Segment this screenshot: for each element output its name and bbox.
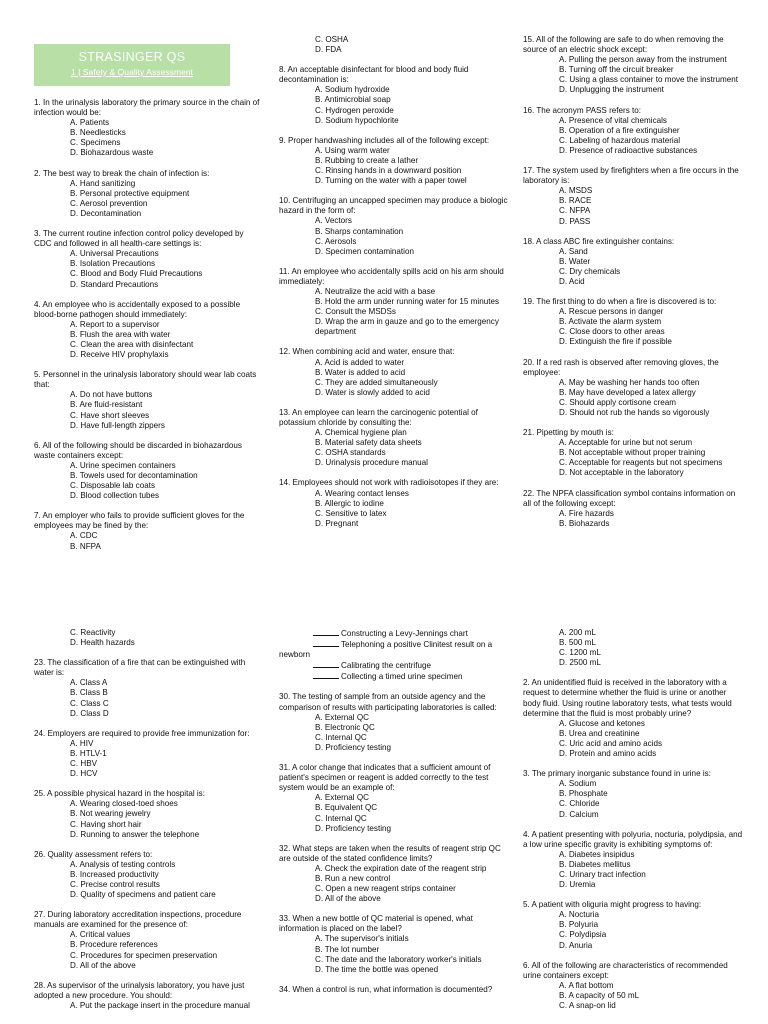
answer-option: C. Aerosols — [315, 236, 357, 246]
answer-option: C. Reactivity — [70, 628, 116, 637]
question-stem: 22. The NPFA classification symbol contains information on all of the following except: — [523, 488, 736, 508]
answer-option: B. Flush the area with water — [70, 329, 171, 339]
page1-column-3 — [523, 35, 745, 539]
question-block — [523, 166, 745, 227]
answer-option: B. May have developed a latex allergy — [559, 387, 696, 397]
question-block — [279, 65, 509, 126]
answer-option: B. Class B — [70, 688, 108, 698]
answer-option: A. Sodium — [559, 779, 597, 789]
answer-option: A. Pulling the person away from the instrument — [559, 55, 727, 65]
question-stem: 18. A class ABC fire extinguisher contains: — [523, 236, 675, 246]
question-stem: 3. The current routine infection control policy developed by CDC and followed in all health-care settings is: — [34, 229, 244, 249]
answer-option: A. Neutralize the acid with a base — [315, 286, 436, 296]
answer-option: A. Analysis of testing controls — [70, 859, 176, 869]
question-block — [34, 729, 262, 779]
answer-option: D. PASS — [559, 216, 591, 226]
question-block — [523, 237, 745, 287]
answer-option: A. Report to a supervisor — [70, 319, 160, 329]
question-block — [34, 789, 262, 839]
question-block — [34, 441, 262, 502]
answer-option: A. Do not have buttons — [70, 390, 153, 400]
answer-option: D. Extinguish the fire if possible — [559, 337, 672, 347]
answer-option: D. Proficiency testing — [315, 823, 392, 833]
answer-option: B. 500 mL — [559, 638, 596, 648]
question-block — [279, 844, 509, 905]
question-block — [279, 347, 509, 397]
answer-option: D. Presence of radioactive substances — [559, 145, 698, 155]
answer-option: C. Aerosol prevention — [70, 198, 148, 208]
answer-blank-line — [313, 671, 339, 679]
answer-option: C. OSHA standards — [315, 448, 386, 458]
answer-option: C. Internal QC — [315, 813, 367, 823]
answer-option: B. Material safety data sheets — [315, 438, 422, 448]
answer-option: C. A snap-on lid — [559, 1001, 616, 1010]
question-block — [523, 428, 745, 478]
question-block — [523, 297, 745, 347]
answer-option: A. Check the expiration date of the reagent strip — [315, 863, 487, 873]
answer-option: D. Proficiency testing — [315, 742, 392, 752]
question-block — [523, 628, 745, 668]
question-stem: 2. The best way to break the chain of infection is: — [34, 168, 210, 178]
blank-item-text: Telephoning a positive Clinitest result on a newborn — [279, 640, 493, 660]
answer-option: D. Water is slowly added to acid — [315, 387, 430, 397]
answer-blank-line — [313, 639, 339, 647]
answer-option: D. Wrap the arm in gauze and go to the emergency department — [315, 317, 499, 337]
question-stem: 31. A color change that indicates that a sufficient amount of patient's specimen or reagent is added correctly to the test system would be an example of: — [279, 763, 491, 793]
answer-option: C. Disposable lab coats — [70, 481, 156, 491]
question-stem: 19. The first thing to do when a fire is discovered is to: — [523, 297, 717, 307]
question-stem: 6. All of the following are characteristics of recommended urine containers except: — [523, 960, 728, 980]
answer-option: B. Equivalent QC — [315, 803, 378, 813]
answer-option: B. RACE — [559, 196, 592, 206]
answer-option: A. Sand — [559, 246, 588, 256]
answer-option: D. All of the above — [315, 894, 381, 904]
answer-option: C. HBV — [70, 759, 97, 769]
answer-option: A. MSDS — [559, 186, 593, 196]
question-stem: 23. The classification of a fire that can be extinguished with water is: — [34, 658, 246, 678]
answer-option: D. Decontamination — [70, 208, 142, 218]
answer-option: D. Specimen contamination — [315, 246, 414, 256]
question-stem: 3. The primary inorganic substance found in urine is: — [523, 769, 711, 779]
answer-option: D. Sodium hypochlorite — [315, 115, 399, 125]
answer-option: D. Quality of specimens and patient care — [70, 890, 216, 900]
answer-option: D. Protein and amino acids — [559, 749, 657, 759]
answer-option: D. Turning on the water with a paper towel — [315, 176, 467, 186]
answer-option: C. Blood and Body Fluid Precautions — [70, 269, 203, 279]
question-block — [34, 229, 262, 290]
answer-option: C. Sensitive to latex — [315, 508, 387, 518]
question-stem: 4. An employee who is accidentally exposed to a possible blood-borne pathogen should immediately: — [34, 299, 241, 319]
answer-option: B. Hold the arm under running water for 15 minutes — [315, 297, 500, 307]
question-block — [34, 300, 262, 361]
answer-option: D. Uremia — [559, 880, 596, 890]
question-stem: 6. All of the following should be discarded in biohazardous waste containers except: — [34, 440, 242, 460]
question-block — [523, 489, 745, 529]
question-stem: 5. Personnel in the urinalysis laboratory should wear lab coats that: — [34, 370, 257, 390]
answer-option: B. Run a new control — [315, 873, 391, 883]
answer-option: D. Not acceptable in the laboratory — [559, 468, 684, 478]
question-stem: 5. A patient with oliguria might progress to having: — [523, 900, 702, 910]
answer-option: C. Consult the MSDSs — [315, 307, 396, 317]
question-stem: 10. Centrifuging an uncapped specimen may produce a biologic hazard in the form of: — [279, 196, 508, 216]
answer-option: A. Put the package insert in the procedure manual — [70, 1000, 250, 1010]
question-stem: 24. Employers are required to provide free immunization for: — [34, 728, 250, 738]
answer-option: B. Water is added to acid — [315, 367, 406, 377]
answer-option: C. Having short hair — [70, 819, 142, 829]
answer-option: A. A flat bottom — [559, 980, 614, 990]
question-stem: 11. An employee who accidentally spills acid on his arm should immediately: — [279, 266, 504, 286]
answer-option: C. Chloride — [559, 799, 600, 809]
answer-option: C. Should apply cortisone cream — [559, 397, 676, 407]
answer-option: B. Antimicrobial soap — [315, 95, 391, 105]
question-stem: 20. If a red rash is observed after removing gloves, the employee: — [523, 357, 719, 377]
question-block — [34, 370, 262, 431]
answer-option: B. Urea and creatinine — [559, 728, 640, 738]
answer-option: B. Isolation Precautions — [70, 259, 156, 269]
answer-option: A. Acid is added to water — [315, 357, 405, 367]
answer-option: D. Urinalysis procedure manual — [315, 458, 428, 468]
answer-option: A. Vectors — [315, 216, 352, 226]
answer-option: A. Acceptable for urine but not serum — [559, 438, 693, 448]
answer-option: A. Patients — [70, 118, 110, 128]
answer-option: A. Presence of vital chemicals — [559, 115, 667, 125]
answer-option: B. NFPA — [70, 541, 101, 551]
question-stem: 30. The testing of sample from an outside agency and the comparison of results with participating laboratories is called: — [279, 692, 497, 712]
answer-option: B. Electronic QC — [315, 722, 375, 732]
answer-option: B. Activate the alarm system — [559, 317, 662, 327]
answer-option: D. Class D — [70, 708, 109, 718]
answer-option: D. The time the bottle was opened — [315, 964, 439, 974]
answer-option: B. Phosphate — [559, 789, 608, 799]
answer-option: A. Critical values — [70, 930, 131, 940]
answer-option: A. Using warm water — [315, 145, 390, 155]
question-block — [34, 98, 262, 159]
blank-item — [279, 660, 509, 671]
question-stem: 21. Pipetting by mouth is: — [523, 428, 614, 438]
answer-option: C. Class C — [70, 698, 109, 708]
question-stem: 7. An employer who fails to provide sufficient gloves for the employees may be fined by the: — [34, 511, 245, 531]
question-stem: 26. Quality assessment refers to: — [34, 849, 153, 859]
question-block — [34, 981, 262, 1011]
answer-option: C. Urinary tract infection — [559, 869, 646, 879]
answer-option: A. Universal Precautions — [70, 249, 159, 259]
question-block — [523, 961, 745, 1011]
answer-option: B. Rubbing to create a lather — [315, 155, 419, 165]
answer-option: D. Blood collection tubes — [70, 491, 160, 501]
question-block — [279, 136, 509, 186]
answer-option: A. May be washing her hands too often — [559, 377, 700, 387]
answer-option: C. NFPA — [559, 206, 591, 216]
question-stem: 1. In the urinalysis laboratory the primary source in the chain of infection would be: — [34, 98, 260, 118]
question-block — [279, 267, 509, 338]
blank-item-text: Calibrating the centrifuge — [341, 661, 431, 671]
answer-option: C. Uric acid and amino acids — [559, 738, 663, 748]
page1-column-1 — [34, 44, 262, 562]
answer-option: B. The lot number — [315, 944, 380, 954]
question-block — [34, 850, 262, 900]
answer-option: D. FDA — [315, 45, 342, 55]
answer-option: C. Have short sleeves — [70, 410, 150, 420]
fill-in-blank-list — [279, 628, 509, 682]
answer-option: C. Dry chemicals — [559, 266, 621, 276]
answer-option: B. Turning off the circuit breaker — [559, 65, 674, 75]
question-block — [34, 658, 262, 719]
answer-blank-line — [313, 660, 339, 668]
answer-option: D. Running to answer the telephone — [70, 829, 200, 839]
answer-option: A. Wearing closed-toed shoes — [70, 799, 178, 809]
question-stem: 4. A patient presenting with polyuria, nocturia, polydipsia, and a low urine specific gravity is exhibiting symptoms of: — [523, 829, 743, 849]
answer-option: B. Allergic to iodine — [315, 498, 384, 508]
page2-column-2 — [279, 628, 509, 1005]
answer-option: D. Standard Precautions — [70, 279, 159, 289]
question-block — [523, 35, 745, 96]
answer-option: D. Acid — [559, 276, 585, 286]
answer-option: C. Rinsing hands in a downward position — [315, 166, 462, 176]
question-block — [279, 478, 509, 528]
question-block — [279, 196, 509, 257]
question-block — [279, 985, 509, 995]
answer-option: D. Anuria — [559, 940, 593, 950]
question-block — [34, 910, 262, 971]
answer-option: D. Should not rub the hands so vigorously — [559, 408, 710, 417]
title-banner — [34, 44, 230, 86]
answer-option: D. All of the above — [70, 960, 136, 970]
question-stem: 17. The system used by firefighters when a fire occurs in the laboratory is: — [523, 166, 739, 186]
answer-option: B. Towels used for decontamination — [70, 471, 198, 480]
answer-option: B. Are fluid-resistant — [70, 400, 143, 410]
answer-option: D. HCV — [70, 769, 98, 779]
answer-option: A. CDC — [70, 531, 98, 541]
question-block — [34, 628, 262, 648]
answer-option: C. Labeling of hazardous material — [559, 135, 681, 145]
question-stem: 28. As supervisor of the urinalysis laboratory, you have just adopted a new procedure. You should: — [34, 980, 245, 1000]
answer-option: B. A capacity of 50 mL — [559, 990, 640, 1000]
question-block — [279, 763, 509, 834]
question-block — [523, 106, 745, 156]
question-block — [34, 169, 262, 219]
answer-option: A. Sodium hydroxide — [315, 85, 390, 95]
answer-option: B. Polyuria — [559, 920, 599, 930]
question-stem: 13. An employee can learn the carcinogenic potential of potassium chloride by consulting the: — [279, 407, 478, 427]
blank-item-text: Constructing a Levy-Jennings chart — [341, 629, 468, 638]
question-stem: 8. An acceptable disinfectant for blood and body fluid decontamination is: — [279, 65, 469, 85]
answer-option: D. Biohazardous waste — [70, 148, 154, 158]
question-block — [279, 35, 509, 55]
answer-option: C. 1200 mL — [559, 648, 601, 658]
question-block — [523, 358, 745, 419]
answer-option: C. Hydrogen peroxide — [315, 105, 394, 115]
answer-option: A. Glucose and ketones — [559, 718, 645, 728]
answer-option: A. Nocturia — [559, 910, 600, 920]
answer-option: C. Open a new reagent strips container — [315, 884, 456, 894]
question-block — [279, 692, 509, 753]
question-block — [523, 900, 745, 950]
blank-item-text: Collecting a timed urine specimen — [341, 672, 463, 682]
answer-option: B. Water — [559, 256, 591, 266]
blank-item — [279, 671, 509, 682]
answer-option: D. 2500 mL — [559, 658, 601, 668]
question-stem: 34. When a control is run, what information is documented? — [279, 984, 493, 994]
answer-option: C. Internal QC — [315, 732, 367, 742]
answer-option: B. Increased productivity — [70, 869, 159, 879]
answer-option: A. Wearing contact lenses — [315, 488, 409, 498]
question-stem: 12. When combining acid and water, ensure that: — [279, 347, 455, 357]
answer-option: C. They are added simultaneously — [315, 377, 438, 387]
answer-option: D. Have full-length zippers — [70, 420, 165, 430]
answer-option: C. Polydipsia — [559, 930, 607, 940]
question-block — [523, 769, 745, 819]
page2-column-1 — [34, 628, 262, 1021]
answer-option: C. Acceptable for reagents but not specimens — [559, 458, 723, 468]
question-block — [523, 678, 745, 759]
answer-option: D. Pregnant — [315, 518, 359, 528]
answer-option: B. Personal protective equipment — [70, 188, 190, 198]
answer-option: D. Unplugging the instrument — [559, 85, 664, 95]
question-stem: 15. All of the following are safe to do when removing the source of an electric shock except: — [523, 35, 724, 55]
question-block — [279, 914, 509, 975]
answer-option: B. Procedure references — [70, 940, 158, 950]
answer-option: B. Not acceptable without proper training — [559, 448, 706, 458]
answer-option: A. The supervisor's initials — [315, 934, 409, 944]
answer-option: A. External QC — [315, 712, 369, 722]
answer-option: C. Close doors to other areas — [559, 327, 665, 337]
answer-option: A. HIV — [70, 738, 94, 748]
question-stem: 16. The acronym PASS refers to: — [523, 105, 642, 115]
answer-option: B. Operation of a fire extinguisher — [559, 125, 680, 135]
question-stem: 2. An unidentified fluid is received in the laboratory with a request to determine whether the fluid is urine or another body fluid. Using routine laboratory tests, what tests would determine that the fluid is most probably urine? — [523, 678, 732, 718]
answer-option: B. Needlesticks — [70, 128, 126, 138]
answer-option: C. The date and the laboratory worker's initials — [315, 954, 482, 964]
answer-option: B. Diabetes mellitus — [559, 859, 631, 869]
banner-subtitle: 1 | Safety & Quality Assessment — [70, 67, 194, 77]
question-block — [279, 408, 509, 469]
question-stem: 27. During laboratory accreditation inspections, procedure manuals are examined for the presence of: — [34, 910, 242, 930]
answer-option: A. Rescue persons in danger — [559, 307, 664, 317]
answer-option: C. Using a glass container to move the instrument — [559, 75, 739, 85]
answer-option: A. Fire hazards — [559, 508, 614, 518]
blank-item — [279, 639, 509, 660]
answer-option: A. Diabetes insipidus — [559, 849, 635, 859]
answer-option: D. Receive HIV prophylaxis — [70, 350, 169, 360]
question-stem: 32. What steps are taken when the results of reagent strip QC are outside of the stated confidence limits? — [279, 843, 501, 863]
answer-option: D. Health hazards — [70, 638, 135, 648]
page1-column-2 — [279, 35, 509, 539]
answer-option: B. Sharps contamination — [315, 226, 404, 236]
question-stem: 9. Proper handwashing includes all of the following except: — [279, 135, 490, 145]
answer-option: D. Calcium — [559, 809, 599, 819]
answer-blank-line — [313, 628, 339, 636]
page2-column-3 — [523, 628, 745, 1021]
question-stem: 14. Employees should not work with radioisotopes if they are: — [279, 478, 499, 488]
answer-option: C. Precise control results — [70, 879, 160, 889]
answer-option: B. Biohazards — [559, 518, 610, 528]
answer-option: A. Chemical hygiene plan — [315, 428, 407, 438]
answer-option: A. 200 mL — [559, 628, 596, 637]
answer-option: C. OSHA — [315, 35, 349, 44]
question-stem: 25. A possible physical hazard in the hospital is: — [34, 789, 205, 799]
answer-option: A. External QC — [315, 793, 369, 803]
question-block — [523, 830, 745, 891]
answer-option: A. Urine specimen containers — [70, 460, 176, 470]
blank-item — [279, 628, 509, 639]
question-block — [34, 511, 262, 551]
answer-option: A. Hand sanitizing — [70, 178, 136, 188]
answer-option: B. Not wearing jewelry — [70, 809, 151, 819]
answer-option: B. HTLV-1 — [70, 748, 107, 758]
answer-option: C. Specimens — [70, 138, 121, 148]
answer-option: C. Clean the area with disinfectant — [70, 339, 194, 349]
answer-option: A. Class A — [70, 678, 108, 688]
answer-option: C. Procedures for specimen preservation — [70, 950, 218, 960]
question-stem: 33. When a new bottle of QC material is opened, what information is placed on the label? — [279, 914, 473, 934]
banner-title: STRASINGER QS — [78, 50, 186, 64]
